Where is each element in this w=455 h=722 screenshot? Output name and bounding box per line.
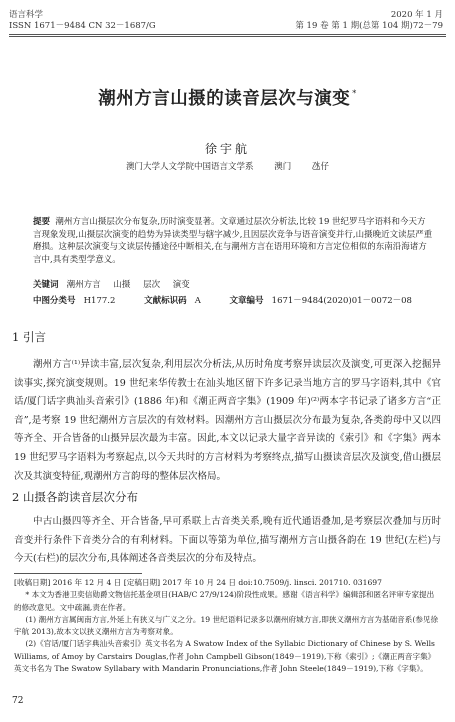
clc-label: 中图分类号 bbox=[33, 296, 76, 306]
section-heading: 1 引言 bbox=[12, 330, 46, 344]
header-rule-thin bbox=[9, 36, 446, 37]
issn-line: ISSN 1671－9484 CN 32－1687/G bbox=[9, 21, 156, 31]
doc-code: A bbox=[194, 296, 201, 306]
title-footnote-mark: * bbox=[352, 89, 357, 98]
fund-note: * 本文为香港卫奕信勋爵文物信托基金项目(HAB/C 27/9/124)阶段性成果。感谢《语言科学》编辑部和匿名评审专家提出的修改意见。文中疏漏,责在作者。 bbox=[14, 590, 435, 612]
footnote: (1) 潮州方言属闽南方言,外延上有狭义与广义之分。19 世纪语料记录多以潮州府城方言,即狭义潮州方言为基础音系(参见徐宇航 2013),故本文以狭义潮州方言为考察对象。 bbox=[14, 614, 439, 637]
body-paragraph: 中古山摄四等齐全、开合皆备,早可系联上古音类关系,晚有近代通语叠加,是考察层次叠加与历时音变并行条件下音类分合的有利材料。下面以等第为单位,描写潮州方言山摄各韵在 19 世纪(左栏)与今天(右栏)的层次分布,具体阐述各音类层次的分布及特点。 bbox=[14, 516, 441, 565]
article-title: 潮州方言山摄的读音层次与演变 * bbox=[98, 89, 357, 109]
keywords-label: 关键词 bbox=[33, 280, 59, 290]
abstract bbox=[33, 216, 433, 266]
footnote-rule bbox=[14, 573, 142, 574]
author-name: 徐宇航 bbox=[204, 142, 250, 156]
affiliation-dept: 澳门大学人文学院中国语言文学系 bbox=[126, 162, 254, 172]
article-number: 1671－9484(2020)01－0072－08 bbox=[271, 296, 412, 306]
footnote: (2)《官话/厦门话字典汕头音索引》英文书名为 A Swatow Index of the Syllabic Dictionary of Chinese by S. Wells Williams, of Amoy by Carstairs Douglas,作者 John Campbell Gibson(1849－1919),下称《索引》;《潮正两音字集》英文书名为 The Swatow Syllabary with Mandarin Pronunciations,作者 John Steele(1849－1919),下称《字集》。 bbox=[14, 639, 436, 674]
issue-date: 2020 年 1 月 bbox=[390, 10, 443, 20]
page-number: 72 bbox=[12, 696, 24, 706]
received-dates: [收稿日期] 2016 年 12 月 4 日 [定稿日期] 2017 年 10 月 24 日 doi:10.7509/j. linsci. 201710. 031697 bbox=[14, 578, 382, 587]
keyword: 山摄 bbox=[113, 280, 131, 290]
body-paragraph: 潮州方言⁽¹⁾异读丰富,层次复杂,利用层次分析法,从历时角度考察异读层次及演变,可更深入挖掘异读事实,探究演变规则。19 世纪来华传教士在汕头地区留下许多记录当地方言的罗马字语料,其中《官话/厦门话字典汕头音索引》(1886 年)和《潮正两音字集》(1909 年)⁽²⁾两本字书记录了诸多方言“正音”,是考察 19 世纪潮州方言层次的有效材料。因潮州方言山摄层次分布最为复杂,各类韵母中又以四等齐全、开合皆备的山摄异层次最为丰富。因此,本文以记录大量字音异读的《索引》和《字集》两本 19 世纪罗马字语料为考察起点,以今天共时的方言材料为考察终点,描写山摄读音层次及演变,借山摄层次及其演变特征,观潮州方言韵母的整体层次格局。 bbox=[14, 359, 441, 482]
article-number-label: 文章编号 bbox=[229, 296, 264, 306]
affiliation-city: 澳门 bbox=[274, 162, 292, 172]
header-rule bbox=[9, 34, 446, 35]
clc-code: H177.2 bbox=[83, 296, 116, 306]
keyword: 演变 bbox=[172, 280, 190, 290]
volume-info: 第 19 卷 第 1 期(总第 104 期)72－79 bbox=[295, 21, 443, 31]
classification-line bbox=[33, 295, 433, 308]
affiliation bbox=[0, 160, 455, 172]
abstract-text: 潮州方言山摄层次分布复杂,历时演变显著。文章通过层次分析法,比较 19 世纪罗马字语料和今天方言现象发现,山摄层次演变的趋势为异读类型与辖字减少,且因层次竞争与语音演变并行,山摄晚近文读层严重磨损。这种层次演变与文读层传播途径中断相关,在与潮州方言在语用环境和方言定位相似的东南沿海诸方言中,具有类型学意义。 bbox=[33, 217, 433, 265]
affiliation-district: 氹仔 bbox=[311, 162, 329, 172]
keywords bbox=[33, 279, 433, 292]
doc-code-label: 文献标识码 bbox=[144, 296, 187, 306]
section-heading: 2 山摄各韵读音层次分布 bbox=[12, 490, 138, 504]
journal-name: 语言科学 bbox=[9, 10, 44, 20]
keyword: 层次 bbox=[143, 280, 161, 290]
footnotes bbox=[14, 577, 441, 675]
keyword: 潮州方言 bbox=[66, 280, 101, 290]
abstract-label: 提要 bbox=[33, 217, 51, 227]
